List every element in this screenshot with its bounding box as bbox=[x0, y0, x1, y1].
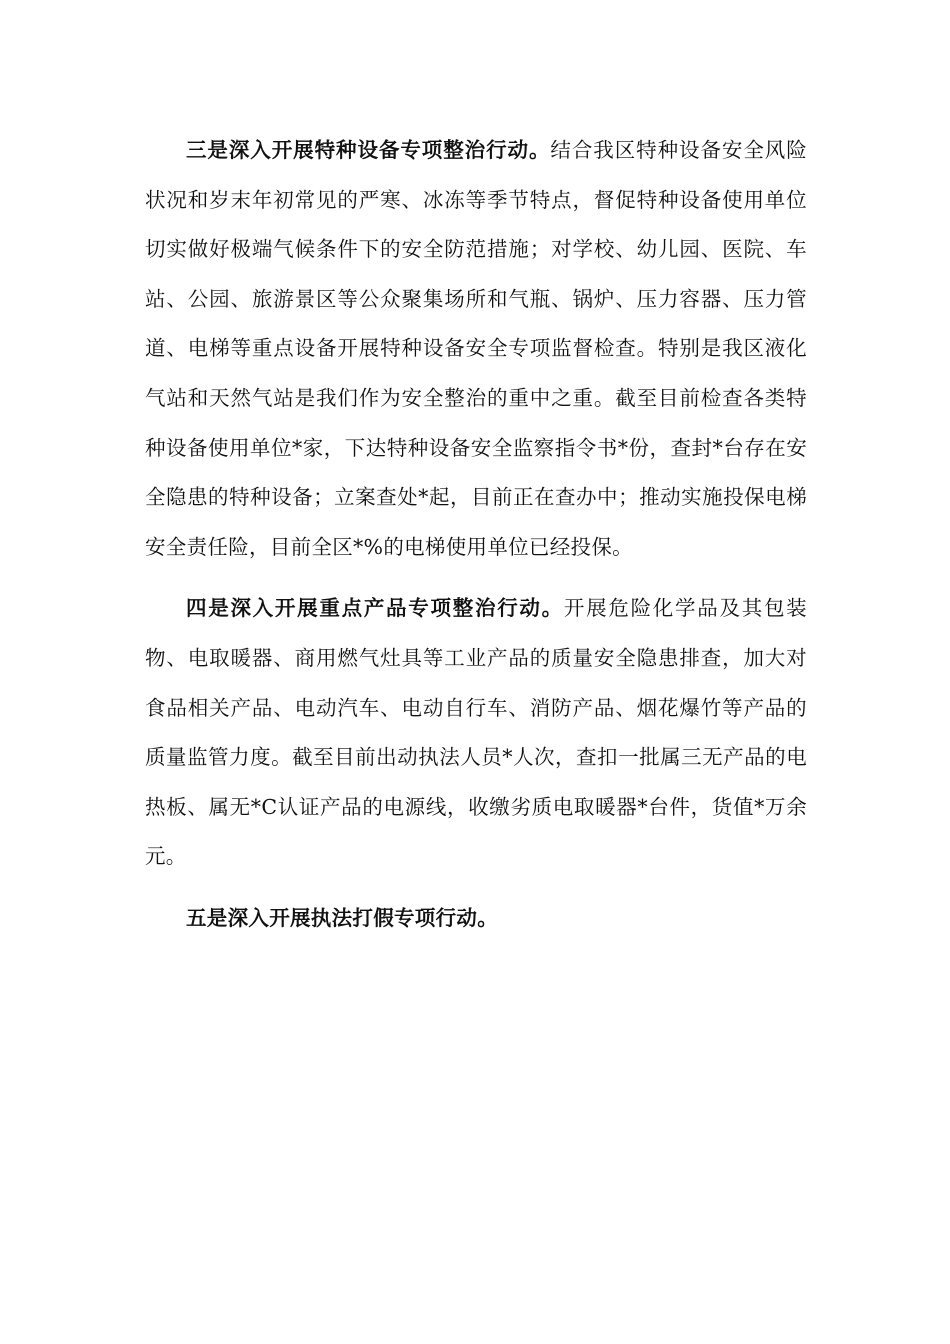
paragraph-text: 结合我区特种设备安全风险状况和岁末年初常见的严寒、冰冻等季节特点，督促特种设备使用单位切实做好极端气候条件下的安全防范措施；对学校、幼儿园、医院、车站、公园、旅游景区等公众聚集场所和气瓶、锅炉、压力容器、压力管道、电梯等重点设备开展特种设备安全专项监督检查。特别是我区液化气站和天然气站是我们作为安全整治的重中之重。截至目前检查各类特种设备使用单位*家，下达特种设备安全监察指令书*份，查封*台存在安全隐患的特种设备；立案查处*起，目前正在查办中；推动实施投保电梯安全责任险，目前全区*%的电梯使用单位已经投保。 bbox=[145, 138, 807, 559]
document-body bbox=[145, 126, 807, 956]
paragraph-anti-counterfeit bbox=[145, 894, 807, 944]
paragraph-heading: 四是深入开展重点产品专项整治行动。 bbox=[186, 596, 564, 621]
paragraph-special-equipment bbox=[145, 126, 807, 572]
paragraph-text: 开展危险化学品及其包装物、电取暖器、商用燃气灶具等工业产品的质量安全隐患排查，加大对食品相关产品、电动汽车、电动自行车、消防产品、烟花爆竹等产品的质量监管力度。截至目前出动执法人员*人次，查扣一批属三无产品的电热板、属无*C认证产品的电源线，收缴劣质电取暖器*台件，货值*万余元。 bbox=[145, 596, 807, 869]
paragraph-heading: 三是深入开展特种设备专项整治行动。 bbox=[186, 138, 551, 162]
paragraph-key-products bbox=[145, 584, 807, 882]
paragraph-heading: 五是深入开展执法打假专项行动。 bbox=[186, 905, 498, 930]
